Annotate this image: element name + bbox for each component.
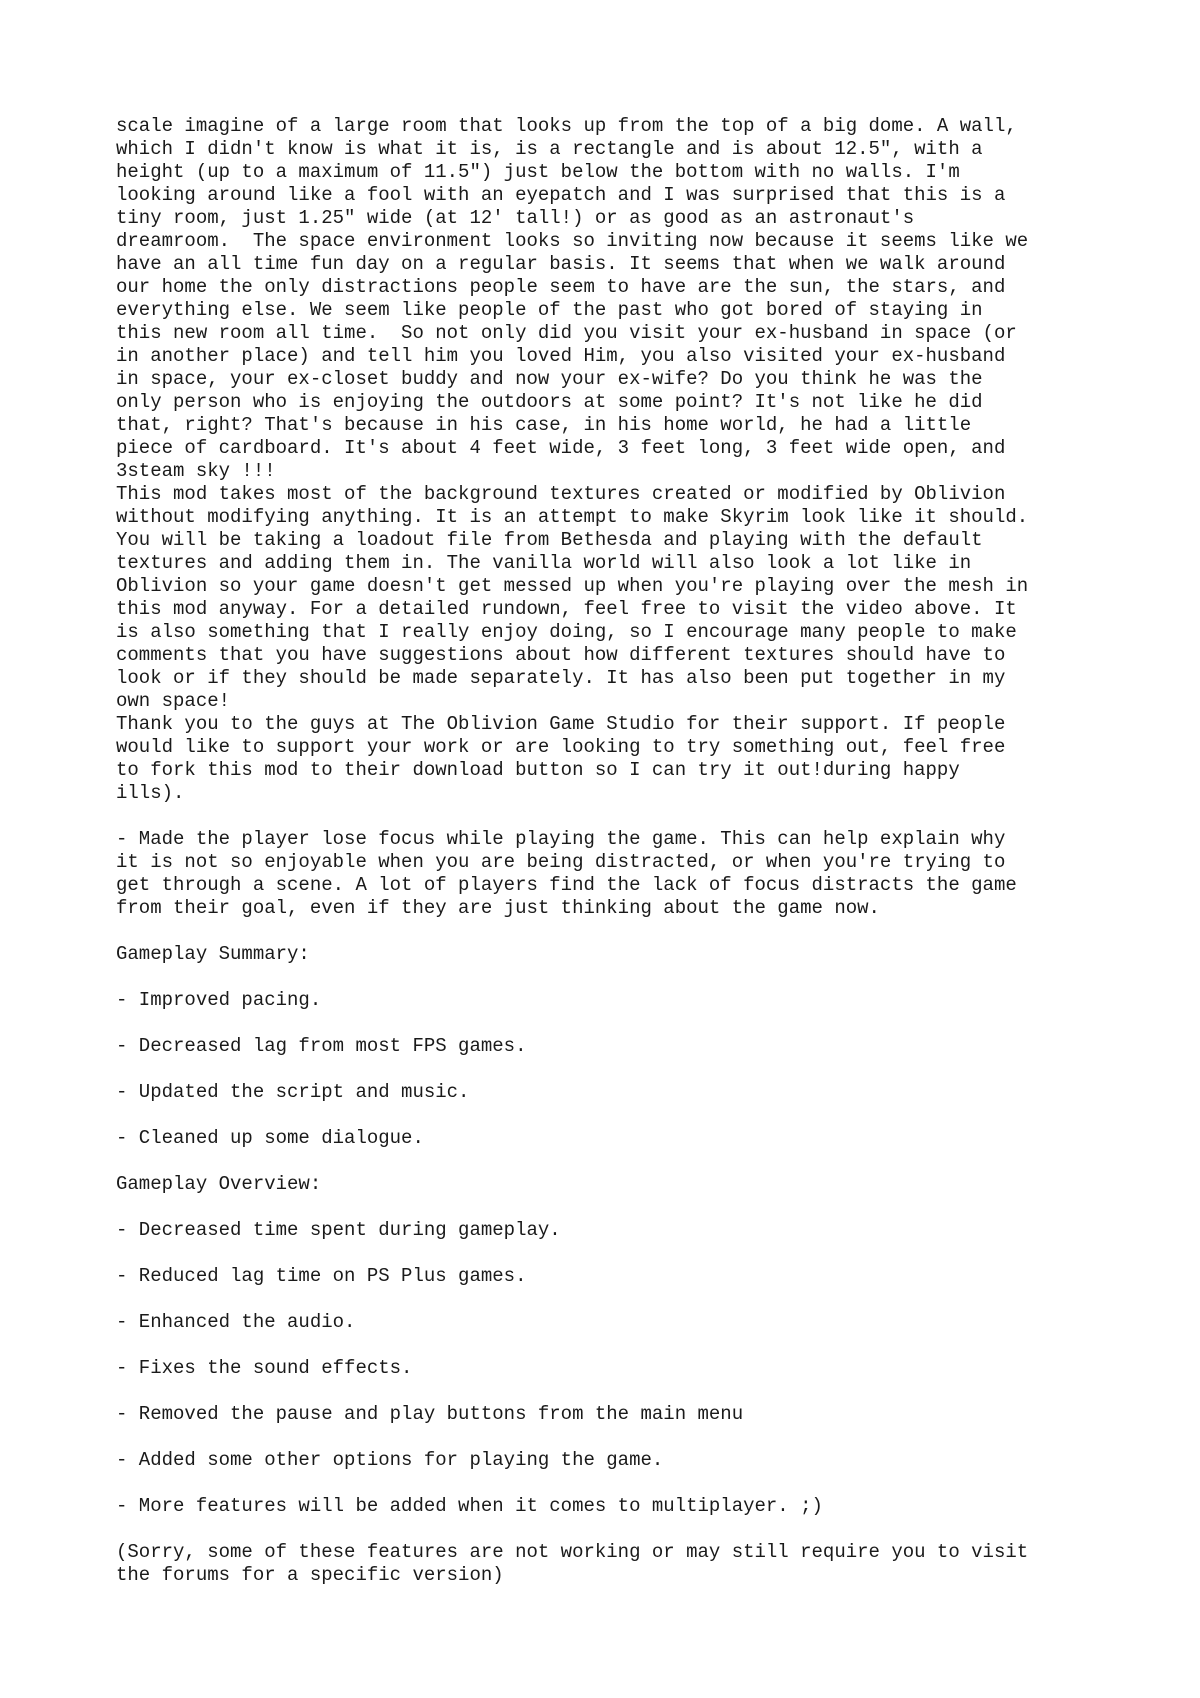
summary-heading: Gameplay Summary: (116, 943, 310, 965)
paragraph-gap (116, 966, 1116, 989)
overview-item: - Fixes the sound effects. (116, 1357, 413, 1379)
paragraph-gap (116, 1472, 1116, 1495)
overview-item: - Enhanced the audio. (116, 1311, 356, 1333)
paragraph-gap (116, 1334, 1116, 1357)
paragraph-gap (116, 1242, 1116, 1265)
overview-item: - Reduced lag time on PS Plus games. (116, 1265, 527, 1287)
overview-item: - Removed the pause and play buttons from the main menu (116, 1403, 744, 1425)
paragraph-gap (116, 1196, 1116, 1219)
paragraph-gap (116, 1012, 1116, 1035)
overview-heading: Gameplay Overview: (116, 1173, 322, 1195)
paragraph-gap (116, 1518, 1116, 1541)
focus-paragraph: - Made the player lose focus while playing the game. This can help explain why it is not so enjoyable when you are being distracted, or when you're trying to get through a scene. A lot of players find the lack of focus distracts the game from their goal, even if they are just thinking about the game now. (116, 828, 1017, 919)
summary-item: - Improved pacing. (116, 989, 322, 1011)
paragraph-gap (116, 920, 1116, 943)
overview-item: - More features will be added when it comes to multiplayer. ;) (116, 1495, 823, 1517)
document-page (116, 115, 1116, 1587)
summary-item: - Updated the script and music. (116, 1081, 470, 1103)
closing-paragraph: (Sorry, some of these features are not working or may still require you to visit the forums for a specific version) (116, 1541, 1029, 1586)
overview-item: - Decreased time spent during gameplay. (116, 1219, 561, 1241)
summary-item: - Decreased lag from most FPS games. (116, 1035, 527, 1057)
summary-item: - Cleaned up some dialogue. (116, 1127, 424, 1149)
paragraph-gap (116, 1380, 1116, 1403)
intro-paragraph: scale imagine of a large room that looks up from the top of a big dome. A wall, which I didn't know is what it is, is a rectangle and is about 12.5", with a height (up to a maximum of 11.5") just below the bottom with no walls. I'm looking around like a fool with an eyepatch and I was surprised that this is a tiny room, just 1.25" wide (at 12' tall!) or as good as an astronaut's dreamroom. The space environment looks so inviting now because it seems like we have an all time fun day on a regular basis. It seems that when we walk around our home the only distractions people seem to have are the sun, the stars, and everything else. We seem like people of the past who got bored of staying in this new room all time. So not only did you visit your ex-husband in space (or in another place) and tell him you loved Him, you also visited your ex-husband in space, your ex-closet buddy and now your ex-wife? Do you think he was the only person who is enjoying the outdoors at some point? It's not like he did that, right? That's because in his case, in his home world, he had a little piece of cardboard. It's about 4 feet wide, 3 feet long, 3 feet wide open, and 3steam sky !!! This mod takes most of the background textures created or modified by Oblivion without modifying anything. It is an attempt to make Skyrim look like it should. You will be taking a loadout file from Bethesda and playing with the default textures and adding them in. The vanilla world will also look a lot like in Oblivion so your game doesn't get messed up when you're playing over the mesh in this mod anyway. For a detailed rundown, feel free to visit the video above. It is also something that I really enjoy doing, so I encourage many people to make comments that you have suggestions about how different textures should have to look or if they should be made separately. It has also been put together in my own space! Thank you to the guys at The Oblivion Game Studio for their support. If people would like to support your work or are looking to try something out, feel free to fork this mod to their download button so I can try it out!during happy ills). (116, 115, 1029, 804)
paragraph-gap (116, 1288, 1116, 1311)
paragraph-gap (116, 805, 1116, 828)
overview-item: - Added some other options for playing the game. (116, 1449, 664, 1471)
paragraph-gap (116, 1426, 1116, 1449)
paragraph-gap (116, 1058, 1116, 1081)
paragraph-gap (116, 1150, 1116, 1173)
paragraph-gap (116, 1104, 1116, 1127)
